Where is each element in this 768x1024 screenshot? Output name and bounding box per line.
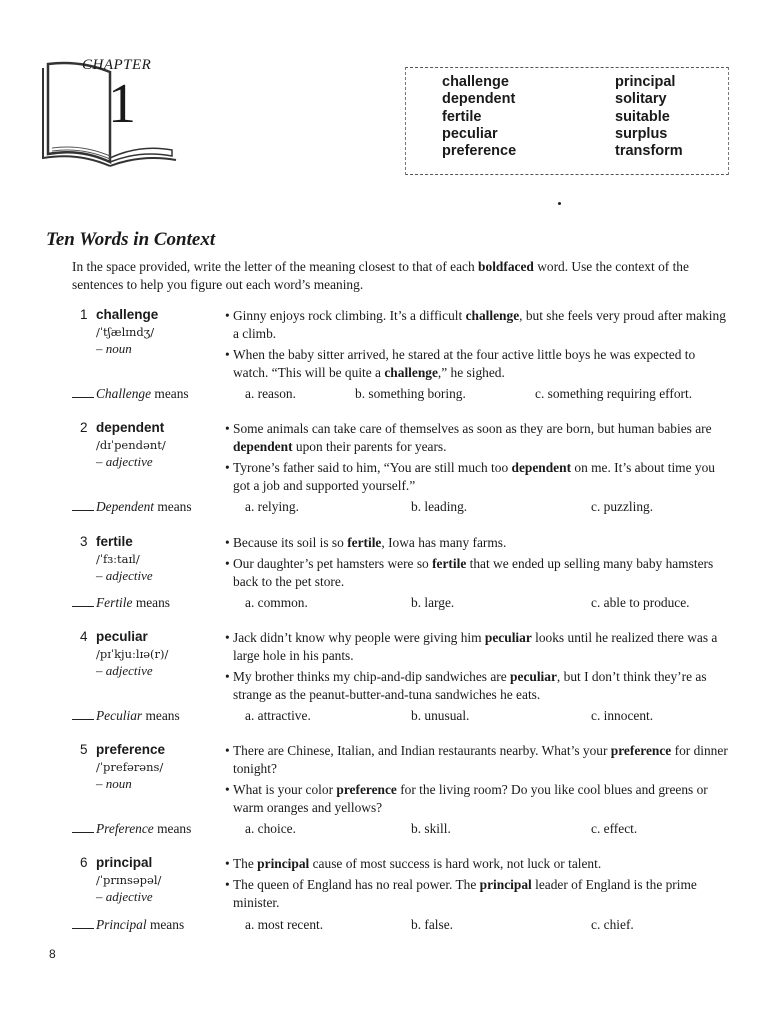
sentence-keyword: peculiar [510, 669, 557, 684]
entry-pronunciation: /ˈfɜːtaɪl/ [96, 552, 140, 566]
sentence-text: leader of England is the prime minister. [233, 877, 697, 910]
word-list-item: challenge [442, 74, 509, 90]
choice-b: b. skill. [411, 821, 451, 836]
sentence-keyword: fertile [347, 535, 382, 550]
choice-b: b. leading. [411, 499, 468, 514]
entry-number: 5 [80, 742, 88, 757]
word-list-right [615, 74, 683, 160]
entry-part-of-speech: – noun [96, 341, 132, 356]
word-list-item: peculiar [442, 125, 498, 142]
means-label: means [157, 499, 192, 514]
entry-pronunciation: /ˈprɪnsəpəl/ [96, 873, 162, 887]
example-sentence: • The queen of England has no real power. The principal leader of England is the prime minister. [225, 877, 697, 910]
answer-blank-row [72, 595, 170, 611]
word-list-item: transform [615, 143, 683, 160]
sentence-text: upon their parents for years. [292, 438, 447, 454]
sentence-text: on me. It’s about time you got a job and supported yourself.” [233, 460, 715, 493]
sentence-keyword: principal [479, 877, 532, 892]
example-sentence: • There are Chinese, Italian, and Indian restaurants nearby. What’s your preference for dinner tonight? [225, 743, 728, 776]
means-label: means [154, 386, 189, 401]
word-list-item: preference [442, 143, 517, 160]
sentence-text: Our daughter’s pet hamsters were so [233, 556, 433, 571]
means-label: means [157, 821, 192, 836]
answer-blank[interactable] [72, 928, 94, 929]
sentence-keyword: dependent [511, 460, 572, 475]
sentence-text: that we ended up selling many baby hamsters back to the pet store. [233, 556, 714, 589]
sentence-text: for dinner tonight? [233, 743, 728, 776]
answer-blank-row [72, 499, 192, 515]
answer-blank[interactable] [72, 832, 94, 833]
entry-pronunciation: /pɪˈkjuːlɪə(r)/ [96, 647, 169, 661]
choice-b: b. unusual. [411, 708, 470, 723]
answer-blank-row [72, 386, 189, 402]
section-title: Ten Words in Context [46, 229, 216, 250]
example-sentence: • Tyrone’s father said to him, “You are still much too dependent on me. It’s about time you got a job and supported yourself.” [225, 460, 715, 493]
entry-word: preference [96, 742, 166, 757]
sentence-text: Jack didn’t know why people were giving him [233, 630, 485, 645]
choice-b: b. large. [411, 595, 455, 610]
instructions-text: In the space provided, write the letter of the meaning closest to that of each [72, 259, 479, 274]
means-word: Challenge [96, 386, 152, 401]
choice-a: a. choice. [245, 821, 296, 836]
answer-blank-row [72, 917, 184, 933]
means-label: means [149, 917, 185, 932]
sentence-text: , Iowa has many farms. [381, 535, 507, 550]
answer-blank[interactable] [72, 719, 94, 720]
sentence-text: Some animals can take care of themselves as soon as they are born, but human babies are [233, 421, 712, 436]
sentence-keyword: dependent [233, 438, 293, 454]
example-sentence: • Ginny enjoys rock climbing. It’s a difficult challenge, but she feels very proud after making a climb. [225, 308, 726, 341]
answer-blank[interactable] [72, 510, 94, 511]
word-list-item: surplus [615, 125, 668, 142]
sentence-text: Ginny enjoys rock climbing. It’s a difficult [233, 308, 466, 323]
choice-a: a. most recent. [245, 917, 324, 932]
entry-part-of-speech: – adjective [96, 454, 153, 469]
choice-a: a. attractive. [245, 708, 311, 723]
entry-part-of-speech: – adjective [96, 568, 153, 583]
choice-c: c. something requiring effort. [535, 386, 693, 401]
sentence-text: , but she feels very proud after making a climb. [233, 308, 726, 341]
sentence-text: ,” he sighed. [437, 364, 505, 380]
means-label: means [135, 595, 171, 610]
word-list-item: solitary [615, 91, 667, 108]
sentence-text: for the living room? Do you like cool blues and greens or warm oranges and yellows? [233, 782, 708, 815]
sentence-text: Tyrone’s father said to him, “You are still much too [233, 460, 512, 475]
sentence-text: The [233, 856, 258, 871]
instructions-bold: boldfaced [478, 259, 534, 274]
page-number: 8 [49, 947, 56, 961]
example-sentence: • Jack didn’t know why people were giving him peculiar looks until he realized there was a large hole in his pants. [225, 630, 718, 663]
sentence-keyword: challenge [465, 308, 520, 323]
entry-number: 6 [80, 855, 88, 870]
choice-b: b. something boring. [355, 386, 466, 401]
example-sentence: • What is your color preference for the living room? Do you like cool blues and greens or warm oranges and yellows? [225, 782, 708, 815]
sentence-keyword: preference [610, 743, 672, 758]
sentence-text: cause of most success is hard work, not luck or talent. [309, 856, 602, 871]
sentence-keyword: preference [336, 782, 397, 797]
stray-dot [558, 202, 561, 205]
choice-c: c. able to produce. [591, 595, 690, 610]
entry-word: challenge [96, 307, 159, 322]
word-list-box [405, 67, 729, 175]
means-label: means [145, 708, 180, 723]
word-list-left [442, 74, 516, 160]
choice-c: c. chief. [591, 917, 634, 932]
choice-a: a. relying. [245, 499, 299, 514]
means-word: Fertile [96, 595, 133, 610]
example-sentence: • Some animals can take care of themselves as soon as they are born, but human babies are dependent upon their parents for years. [225, 421, 712, 454]
example-sentence: • Our daughter’s pet hamsters were so fertile that we ended up selling many baby hamsters back to the pet store. [225, 556, 714, 589]
sentence-text: There are Chinese, Italian, and Indian restaurants nearby. What’s your [233, 743, 611, 758]
entry-number: 3 [80, 534, 88, 549]
entry-number: 1 [80, 307, 88, 322]
entry-word: fertile [96, 534, 133, 549]
entry-pronunciation: /ˈtʃælɪndʒ/ [96, 325, 155, 339]
sentence-keyword: peculiar [484, 630, 532, 645]
answer-blank-row [72, 708, 180, 724]
example-sentence: • When the baby sitter arrived, he stared at the four active little boys he was expected to watch. “This will be quite a challenge,” he sighed. [225, 347, 696, 380]
example-sentence: • The principal cause of most success is hard work, not luck or talent. [225, 856, 602, 871]
answer-blank[interactable] [72, 606, 94, 607]
example-sentence: • Because its soil is so fertile, Iowa has many farms. [225, 535, 507, 550]
chapter-number: 1 [108, 73, 136, 135]
sentence-text: , but I don’t think they’re as strange as the peanut-butter-and-tuna sandwiches he eats. [233, 669, 707, 702]
chapter-label: CHAPTER [82, 57, 152, 73]
means-word: Dependent [96, 499, 155, 514]
sentence-text: What is your color [233, 782, 337, 797]
word-list-item: principal [615, 74, 676, 90]
instructions [72, 258, 726, 293]
choice-c: c. innocent. [591, 708, 654, 723]
sentence-text: looks until he realized there was a large hole in his pants. [233, 630, 718, 663]
answer-blank-row [72, 821, 191, 837]
example-sentence: • My brother thinks my chip-and-dip sandwiches are peculiar, but I don’t think they’re as strange as the peanut-butter-and-tuna sandwiches he eats. [225, 669, 707, 702]
sentence-text: My brother thinks my chip-and-dip sandwiches are [233, 669, 511, 684]
instructions-text: word. Use the context of the sentences to help you figure out each word’s meaning. [72, 259, 689, 292]
sentence-text: When the baby sitter arrived, he stared at the four active little boys he was expected to watch. “This will be quite a [233, 347, 696, 380]
means-word: Peculiar [96, 708, 143, 723]
entry-word: principal [96, 855, 153, 870]
choice-a: a. common. [245, 595, 308, 610]
entry-pronunciation: /ˈprefərəns/ [96, 760, 164, 774]
means-word: Preference [96, 821, 154, 836]
choice-b: b. false. [411, 917, 454, 932]
sentence-keyword: fertile [432, 556, 467, 571]
sentence-keyword: principal [257, 856, 310, 871]
sentence-text: The queen of England has no real power. The [233, 877, 480, 892]
entry-part-of-speech: – adjective [96, 889, 153, 904]
entry-part-of-speech: – adjective [96, 663, 153, 678]
word-list-item: dependent [442, 91, 516, 108]
entry-word: dependent [96, 420, 165, 435]
entry-word: peculiar [96, 629, 148, 644]
choice-c: c. effect. [591, 821, 638, 836]
entry-number: 4 [80, 629, 88, 644]
entry-number: 2 [80, 420, 88, 435]
sentence-text: Because its soil is so [233, 535, 348, 550]
entry-part-of-speech: – noun [96, 776, 132, 791]
choice-a: a. reason. [245, 386, 296, 401]
choice-c: c. puzzling. [591, 499, 654, 514]
sentence-keyword: challenge [384, 364, 438, 380]
word-list-item: fertile [442, 108, 482, 125]
means-word: Principal [96, 917, 147, 932]
word-list-item: suitable [615, 108, 670, 125]
entry-pronunciation: /dɪˈpendənt/ [96, 438, 166, 452]
answer-blank[interactable] [72, 397, 94, 398]
